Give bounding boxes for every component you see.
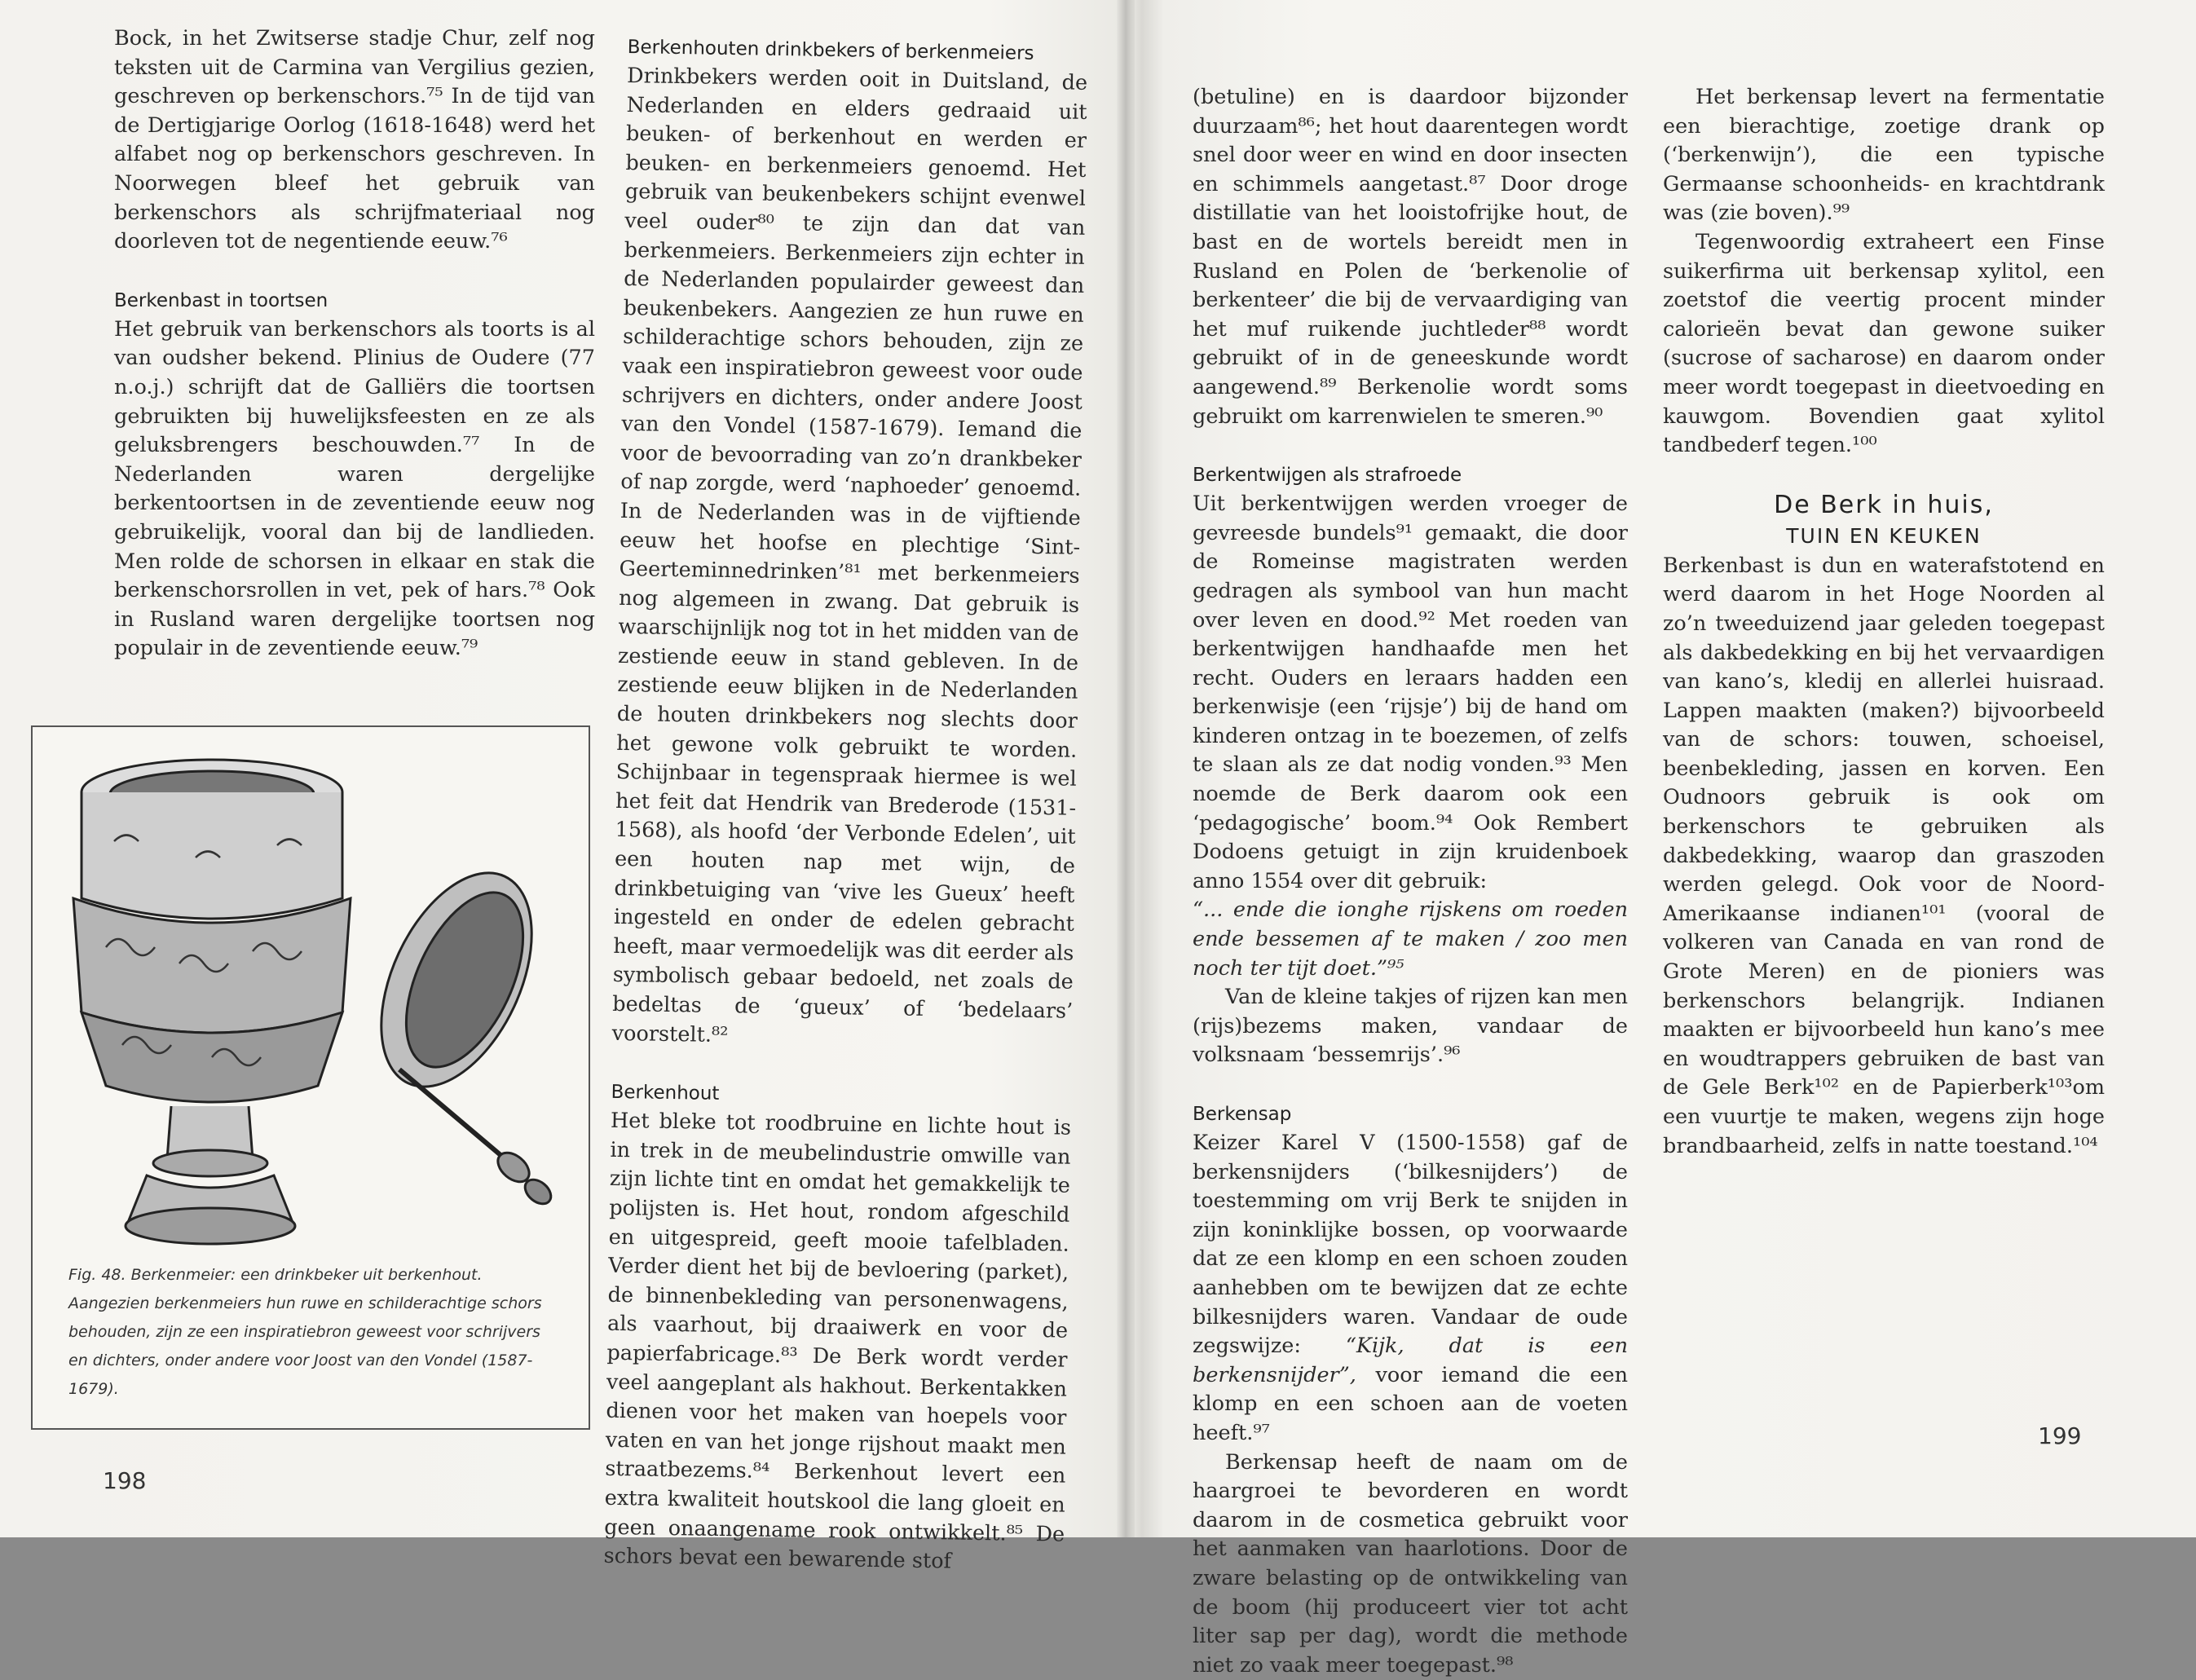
heading-berkenhout: Berkenhout [611,1082,720,1105]
book-gutter [1117,0,1135,1537]
heading-berkensap: Berkensap [1193,1104,1292,1125]
paragraph-haargroei: Berkensap heeft de naam om de haargroei te bevorderen en wordt daarom in de cosmetica gebruikt voor het aanmaken van haarlotions. Door de zware belasting op de ontwikkeling van de boom (hij produceert vier tot acht liter sap per dag), wordt die methode niet zo vaak meer toegepast.⁹⁸ [1193,1449,1628,1678]
paragraph-huis: Berkenbast is dun en waterafstotend en werd daarom in het Hoge Noorden al zo’n tweeduizend jaar geleden toegepast als dakbedekking en bij het vervaardigen van kano’s, kledij en allerlei huisraad. Lappen maakten (maken?) bijvoorbeeld van de schors: touwen, schoeisel, beenbekleding, jassen en korven. Een Oudnoors gebruik is ook om berkenschors te gebruiken als dakbedekking, waarop dan graszoden werden gelegd. Ook voor de Noord-Amerikaanse indianen¹⁰¹ (vooral de volkeren van Canada en van rond de Grote Meren) en de pioniers was berkenschors belangrijk. Indianen maakten er bijvoorbeeld hun kano’s mee en woudtrappers gebruiken de bast van de Gele Berk¹⁰² en de Papierberk¹⁰³om een vuurtje te maken, wegens zijn hoge brandbaarheid, zelfs in natte toestand.¹⁰⁴ [1663,553,2105,1158]
heading-berkenbast-toortsen: Berkenbast in toortsen [114,289,329,311]
paragraph-karel [1193,1129,1628,1449]
heading-drinkbekers: Berkenhouten drinkbekers of berkenmeiers [627,36,1034,64]
karel-text: Keizer Karel V (1500-1558) gaf de berkensnijders (‘bilkesnijders’) de toestemming om vrij Berk te snijden in zijn koninklijke bossen, op voorwaarde dat ze een klomp en een schoen zouden aanhebben om te bewijzen dat ze echte bilkesnijders waren. Vandaar de oude zegswijze: [1193,1131,1628,1359]
figure-48 [31,725,590,1430]
right-page-column-2 [1663,83,2105,1161]
paragraph-xylitol: Tegenwoordig extraheert een Finse suikerfirma uit berkensap xylitol, een zoetstof die veertig procent minder calorieën bevat dan gewone suiker (sucrose of sacharose) en daarom onder meer wordt toegepast in dieetvoeding en kauwgom. Bovendien gaat xylitol tandbederf tegen.¹⁰⁰ [1663,229,2105,458]
heading-huis-line-2: TUIN EN KEUKEN [1786,523,1982,548]
paragraph-strafroede: Uit berkentwijgen werden vroeger de gevreesde bundels⁹¹ gemaakt, die door de Romeinse magistraten werden gedragen als symbool van hun macht over leven en dood.⁹² Met roeden van berkentwijgen handhaafde men het recht. Ouders en leraars hadden een berkenwisje (een ‘rijsje’) bij de hand om kinderen ontzag in te boezemen, of zelfs te slaan als ze dat nodig vonden.⁹³ Men noemde de Berk daarom ook een ‘pedagogische’ boom.⁹⁴ Ook Rembert Dodoens getuigt in zijn kruidenboek anno 1554 over dit gebruik: [1193,492,1628,893]
drinking-cup-illustration [49,735,571,1257]
paragraph-rijzen: Van de kleine takjes of rijzen kan men (rijs)bezems maken, vandaar de volksnaam ‘bessemrijs’.⁹⁶ [1193,985,1628,1068]
paragraph-drinkbekers: Drinkbekers werden ooit in Duitsland, de Nederlanden en elders gedraaid uit beuken- of berkenhout en werden er beuken- en berkenmeiers genoemd. Het gebruik van beukenbekers schijnt evenwel veel ouder⁸⁰ te zijn dan dat van berkenmeiers. Berkenmeiers zijn echter in de Nederlanden populairder geweest dan beukenbekers. Aangezien ze hun ruwe en schilderachtige schors behouden, zijn ze vaak een inspiratiebron geweest voor oude schrijvers en dichters, onder andere Joost van den Vondel (1587-1679). Iemand die voor de bevoorrading van zo’n drankbeker of nap zorgde, werd ‘naphoeder’ genoemd. In de Nederlanden was in de vijftiende eeuw het hoofse en plechtige ‘Sint-Geerteminnedrinken’⁸¹ met berkenmeiers nog algemeen in zwang. Dat gebruik is waarschijnlijk nog tot in het midden van de zestiende eeuw in stand gebleven. In de zestiende eeuw blijken in de Nederlanden de houten drinkbekers nog slechts door het gewone volk gebruikt te worden. Schijnbaar in tegenspraak hiermee is wel het feit dat Hendrik van Brederode (1531-1568), als hoofd ‘der Verbonde Edelen’, uit een houten nap met wijn, de drinkbetuiging van ‘vive les Gueux’ heeft ingesteld en onder de edelen gebracht heeft, maar vermoedelijk was dit eerder als symbolisch gebaar bedoeld, net zoals de bedeltas de ‘gueux’ of ‘bedelaars’ voorstelt.⁸² [611,63,1088,1047]
page-number-right: 199 [2038,1422,2082,1449]
figure-caption: Fig. 48. Berkenmeier: een drinkbeker uit berkenhout. Aangezien berkenmeiers hun ruwe en schilderachtige schors behouden, zijn ze een inspiratiebron geweest voor schrijvers en dichters, onder andere voor Joost van den Vondel (1587-1679). [68,1266,542,1398]
kijk-rest: voor iemand die een klomp en een schoen aan de voeten heeft.⁹⁷ [1193,1362,1629,1445]
heading-strafroede: Berkentwijgen als strafroede [1193,465,1462,487]
kijk-quote: “Kijk, dat is een berkensnijder”, [1193,1334,1628,1387]
paragraph-betuline: (betuline) en is daardoor bijzonder duurzaam⁸⁶; het hout daarentegen wordt snel door weer en wind en door insecten en schimmels aangetast.⁸⁷ Door droge distillatie van het looistofrijke hout, de bast en de wortels bereidt men in Rusland en Polen de ‘berkenolie of berkenteer’ die bij de vervaardiging van het muf ruikende juchtleder⁸⁸ wordt gebruikt of in de geneeskunde wordt aangewend.⁸⁹ Berkenolie wordt soms gebruikt om karrenwielen te smeren.⁹⁰ [1193,85,1628,429]
paragraph-berkenhout: Het bleke tot roodbruine en lichte hout is in trek in de meubelindustrie omwille van zijn lichte tint en omdat het gemakkelijk te polijsten is. Het hout, rondom afgeschild en uitgespreid, geeft mooie tafelbladen. Verder dient het bij de bevloering (parket), de binnenbekleding van personenwagens, als vaarhout, bij draaiwerk en voor de papierfabricage.⁸³ De Berk wordt verder veel aangeplant als hakhout. Berkentakken dienen voor het maken van hoepels voor vaten en van het jonge rijshout maakt men straatbezems.⁸⁴ Berkenhout levert een extra kwaliteit houtskool die lang gloeit en geen onaangename rook ontwikkelt.⁸⁵ De schors bevat een bewarende stof [603,1109,1072,1574]
paragraph-quote: “... ende die ionghe rijskens om roeden ende bessemen af te maken / zoo men noch ter tijt doet.”⁹⁵ [1193,897,1628,981]
heading-huis-line-1: De Berk in huis, [1774,490,1994,519]
paragraph-toortsen: Het gebruik van berkenschors als toorts is al van oudsher bekend. Plinius de Oudere (77 n.o.j.) schrijft dat de Galliërs die toortsen gebruikten bij huwelijksfeesten en ze als geluksbrengers beschouwden.⁷⁷ In de Nederlanden waren dergelijke berkentoortsen in de zeventiende eeuw nog gebruikelijk, vooral dan bij de landlieden. Men rolde de schorsen in elkaar en stak die berkenschorsrollen in vet, pek of hars.⁷⁸ Ook in Rusland waren dergelijke toortsen nog populair in de zeventiende eeuw.⁷⁹ [114,316,595,661]
left-page-column-1 [114,24,595,664]
left-page-column-2 [603,33,1088,1578]
paragraph-intro: Bock, in het Zwitserse stadje Chur, zelf nog teksten uit de Carmina van Vergilius gezien, geschreven op berkenschors.⁷⁵ In de tijd van de Dertigjarige Oorlog (1618-1648) werd het alfabet nog op berkenschors geschreven. In Noorwegen bleef het gebruik van berkenschors als schrijfmateriaal nog doorleven tot de negentiende eeuw.⁷⁶ [114,26,595,254]
paragraph-bier: Het berkensap levert na fermentatie een bierachtige, zoetige drank op (‘berkenwijn’), die een typische Germaanse schoonheids- en krachtdrank was (zie boven).⁹⁹ [1663,85,2105,226]
page-number-left: 198 [103,1467,147,1494]
right-page-column-1 [1193,83,1628,1680]
